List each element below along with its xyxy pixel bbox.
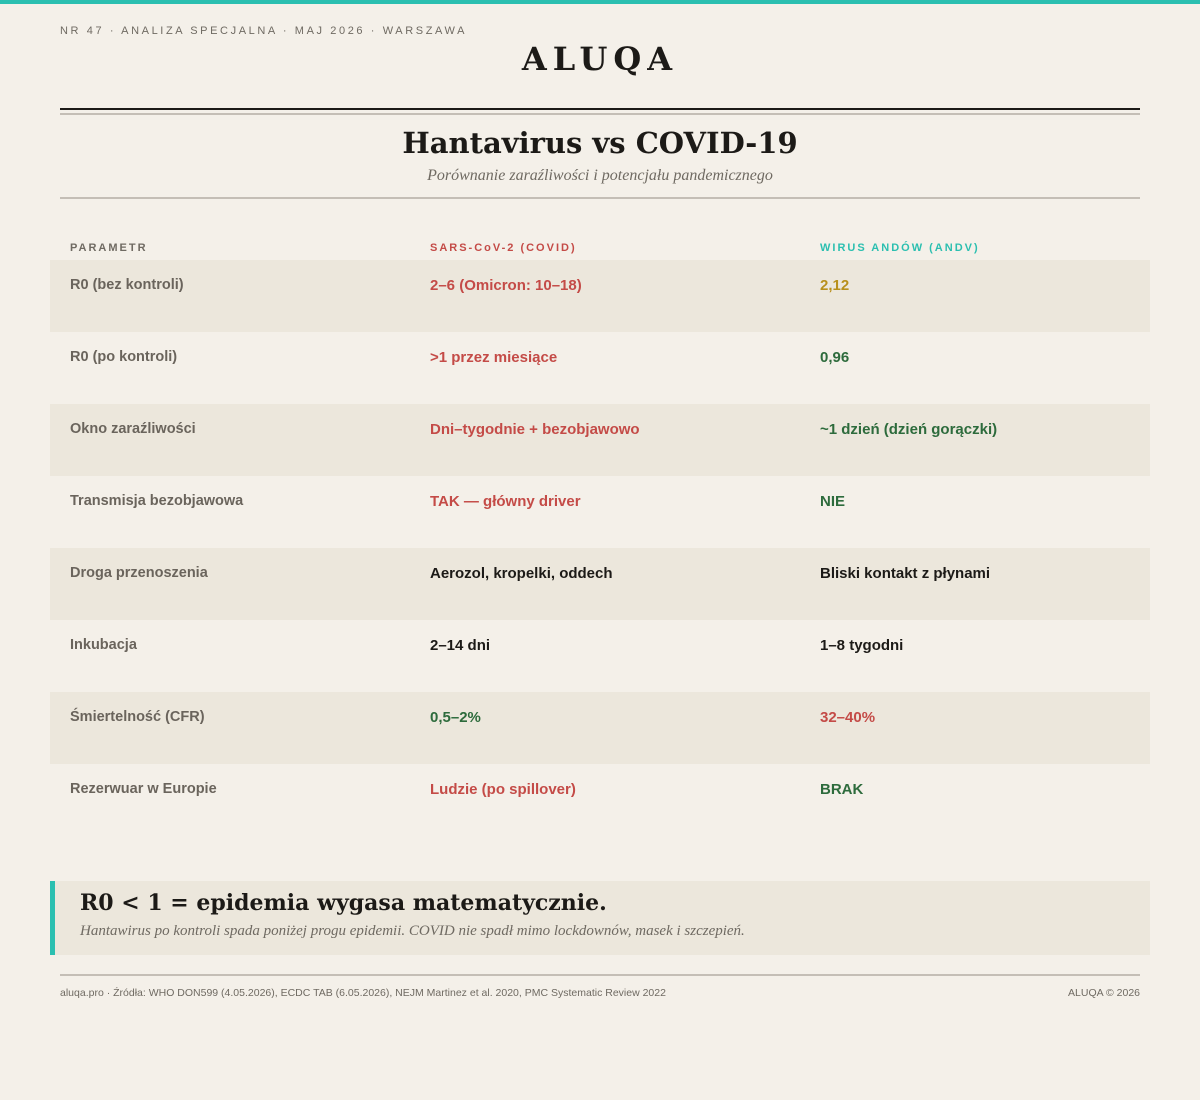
comparison-table [50, 240, 1150, 836]
parameter-label: Rezerwuar w Europie [70, 781, 217, 797]
andv-value: 32–40% [820, 709, 876, 726]
brand-logo: ALUQA [521, 40, 679, 78]
callout-headline: R0 < 1 = epidemia wygasa matematycznie. [80, 890, 607, 916]
callout-accent-bar [50, 881, 55, 955]
table-row [50, 404, 1150, 476]
covid-value: TAK — główny driver [430, 493, 581, 510]
footer-divider [60, 974, 1140, 976]
footer-copyright: ALUQA © 2026 [1068, 987, 1140, 999]
issue-kicker: NR 47 · ANALIZA SPECJALNA · MAJ 2026 · WARSZAWA [60, 25, 468, 37]
masthead-rule [60, 108, 1140, 110]
parameter-label: Okno zaraźliwości [70, 421, 196, 437]
andv-value: 0,96 [820, 349, 850, 366]
covid-value: 0,5–2% [430, 709, 481, 726]
covid-value: >1 przez miesiące [430, 349, 558, 366]
andv-value: Bliski kontakt z płynami [820, 565, 991, 582]
covid-value: Dni–tygodnie + bezobjawowo [430, 421, 640, 438]
page-title: Hantavirus vs COVID-19 [402, 126, 798, 160]
covid-value: Ludzie (po spillover) [430, 781, 576, 798]
parameter-label: Inkubacja [70, 637, 137, 653]
top-accent-bar [0, 0, 1200, 4]
page-subtitle: Porównanie zaraźliwości i potencjału pandemicznego [427, 167, 773, 184]
table-row [50, 620, 1150, 692]
table-row [50, 332, 1150, 404]
parameter-label: Transmisja bezobjawowa [70, 493, 244, 509]
parameter-label: Śmiertelność (CFR) [70, 709, 205, 725]
column-header-covid: SARS-CoV-2 (COVID) [430, 242, 577, 254]
parameter-label: R0 (po kontroli) [70, 349, 178, 365]
andv-value: 2,12 [820, 277, 850, 294]
andv-value: ~1 dzień (dzień gorączki) [820, 421, 998, 438]
andv-value: 1–8 tygodni [820, 637, 904, 654]
covid-value: Aerozol, kropelki, oddech [430, 565, 613, 582]
parameter-label: Droga przenoszenia [70, 565, 208, 581]
key-takeaway-callout [50, 881, 1150, 955]
callout-text: Hantawirus po kontroli spada poniżej progu epidemii. COVID nie spadł mimo lockdownów, masek i szczepień. [80, 923, 745, 939]
masthead-rule-thin [60, 113, 1140, 115]
table-header [50, 240, 1150, 260]
column-header-andv: WIRUS ANDÓW (ANDV) [820, 242, 980, 254]
table-row [50, 260, 1150, 332]
table-row [50, 764, 1150, 836]
covid-value: 2–14 dni [430, 637, 491, 654]
table-row [50, 548, 1150, 620]
andv-value: BRAK [820, 781, 864, 798]
footer-sources: aluqa.pro · Źródła: WHO DON599 (4.05.2026), ECDC TAB (6.05.2026), NEJM Martinez et al. 2020, PMC Systematic Review 2022 [60, 987, 666, 999]
table-row [50, 692, 1150, 764]
parameter-label: R0 (bez kontroli) [70, 277, 184, 293]
covid-value: 2–6 (Omicron: 10–18) [430, 277, 582, 294]
table-row [50, 476, 1150, 548]
column-header-parameter: PARAMETR [70, 242, 148, 254]
title-divider [60, 197, 1140, 199]
andv-value: NIE [820, 493, 846, 510]
